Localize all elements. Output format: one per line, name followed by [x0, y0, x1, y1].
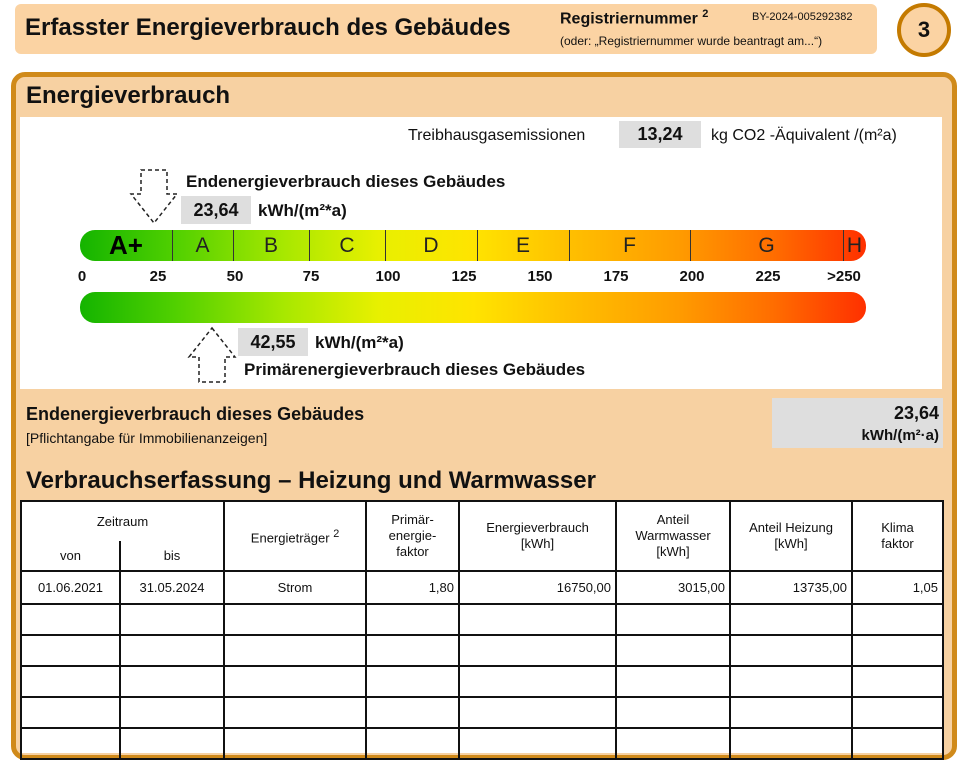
empty-cell: [730, 666, 852, 697]
cell-primary-factor: 1,80: [366, 571, 459, 604]
cell-climate: 1,05: [852, 571, 943, 604]
empty-cell: [21, 697, 120, 728]
empty-cell: [224, 635, 366, 666]
empty-cell: [730, 728, 852, 759]
empty-cell: [616, 635, 730, 666]
end-energy-unit: kWh/(m²*a): [258, 201, 347, 220]
class-a-plus: A+: [109, 230, 143, 260]
summary-value: 23,64: [893, 403, 939, 423]
primary-energy-value: 42,55: [238, 328, 308, 356]
table-row-empty: [21, 666, 943, 697]
registration-number: BY-2024-005292382: [752, 11, 853, 23]
tick-label: 125: [451, 268, 477, 285]
class-c: C: [339, 234, 355, 257]
empty-cell: [730, 635, 852, 666]
empty-cell: [120, 697, 224, 728]
primary-energy-label: Primärenergieverbrauch dieses Gebäudes: [244, 360, 586, 379]
class-d: D: [423, 234, 439, 257]
empty-cell: [120, 604, 224, 635]
registration-label: [560, 8, 708, 28]
cell-hot-water: 3015,00: [616, 571, 730, 604]
to-header: bis: [120, 541, 224, 571]
class-a: A: [195, 234, 210, 257]
empty-cell: [120, 728, 224, 759]
registration-label-text: Registriernummer: [560, 10, 698, 28]
table-row: [21, 571, 943, 604]
tick-label: 175: [603, 268, 629, 285]
cell-from: 01.06.2021: [21, 571, 120, 604]
consumption-table-wrapper: [20, 500, 942, 753]
empty-cell: [852, 635, 943, 666]
tick-label: 200: [679, 268, 705, 285]
climate-header: Klima faktor: [852, 501, 943, 571]
class-b: B: [263, 234, 278, 257]
end-energy-marker-icon: [129, 168, 179, 226]
ghg-value: 13,24: [619, 121, 701, 148]
empty-cell: [21, 728, 120, 759]
empty-cell: [224, 697, 366, 728]
empty-cell: [616, 604, 730, 635]
empty-cell: [730, 697, 852, 728]
period-header: Zeitraum: [21, 501, 224, 541]
cell-consumption: 16750,00: [459, 571, 616, 604]
tick-label: 225: [755, 268, 781, 285]
empty-cell: [366, 666, 459, 697]
footnote-marker: 2: [333, 527, 340, 540]
empty-cell: [366, 697, 459, 728]
from-header: von: [21, 541, 120, 571]
summary-unit: kWh/(m²·a): [861, 427, 939, 444]
empty-cell: [366, 604, 459, 635]
empty-cell: [120, 635, 224, 666]
primary-energy-marker-icon: [186, 325, 238, 385]
gradient-bar: [80, 292, 866, 323]
page-number-badge: 3: [897, 3, 951, 57]
empty-cell: [852, 604, 943, 635]
table-row-empty: [21, 728, 943, 759]
cell-heating: 13735,00: [730, 571, 852, 604]
hot-water-header: Anteil Warmwasser [kWh]: [616, 501, 730, 571]
tick-label: >250: [827, 268, 861, 285]
empty-cell: [459, 604, 616, 635]
registration-note: (oder: „Registriernummer wurde beantragt am...“): [560, 34, 823, 48]
empty-cell: [852, 697, 943, 728]
empty-cell: [852, 666, 943, 697]
tick-label: 100: [375, 268, 401, 285]
end-energy-value: 23,64: [181, 196, 251, 224]
tick-label: 50: [226, 268, 244, 285]
primary-factor-header: Primär- energie- faktor: [366, 501, 459, 571]
table-row-empty: [21, 635, 943, 666]
class-h: H: [846, 234, 863, 257]
summary-label: Endenergieverbrauch dieses Gebäudes: [26, 404, 365, 424]
end-energy-label: Endenergieverbrauch dieses Gebäudes: [186, 172, 506, 191]
ghg-label: Treibhausgasemissionen: [408, 127, 586, 144]
tick-label: 25: [149, 268, 167, 285]
empty-cell: [21, 666, 120, 697]
tick-label: 0: [77, 268, 87, 285]
consumption-table: [20, 500, 944, 760]
empty-cell: [730, 604, 852, 635]
energy-class-scale: [80, 230, 866, 261]
class-g: G: [758, 234, 775, 257]
class-f: F: [623, 234, 636, 257]
empty-cell: [459, 635, 616, 666]
class-e: E: [515, 234, 530, 257]
table-row-empty: [21, 604, 943, 635]
header-bar: [15, 4, 877, 54]
consumption-header: Energieverbrauch [kWh]: [459, 501, 616, 571]
tick-label: 75: [302, 268, 320, 285]
energy-section-title: Energieverbrauch: [26, 82, 231, 109]
empty-cell: [852, 728, 943, 759]
ghg-unit: kg CO2 -Äquivalent /(m²a): [711, 127, 897, 144]
primary-energy-unit: kWh/(m²*a): [315, 333, 404, 352]
empty-cell: [224, 728, 366, 759]
summary-value-box: [772, 398, 943, 448]
empty-cell: [21, 635, 120, 666]
consumption-section-title: Verbrauchserfassung – Heizung und Warmwasser: [26, 467, 596, 494]
empty-cell: [616, 666, 730, 697]
empty-cell: [224, 604, 366, 635]
cell-to: 31.05.2024: [120, 571, 224, 604]
footnote-marker: 2: [702, 8, 709, 20]
empty-cell: [616, 697, 730, 728]
empty-cell: [459, 728, 616, 759]
empty-cell: [120, 666, 224, 697]
carrier-header: [224, 501, 366, 571]
empty-cell: [366, 728, 459, 759]
empty-cell: [224, 666, 366, 697]
empty-cell: [616, 728, 730, 759]
cell-carrier: Strom: [224, 571, 366, 604]
empty-cell: [459, 666, 616, 697]
heating-header: Anteil Heizung [kWh]: [730, 501, 852, 571]
tick-label: 150: [527, 268, 553, 285]
empty-cell: [459, 697, 616, 728]
page-title: Erfasster Energieverbrauch des Gebäudes: [25, 14, 511, 41]
empty-cell: [21, 604, 120, 635]
carrier-header-text: Energieträger: [250, 530, 330, 546]
table-row-empty: [21, 697, 943, 728]
empty-cell: [366, 635, 459, 666]
summary-note: [Pflichtangabe für Immobilienanzeigen]: [26, 430, 268, 446]
